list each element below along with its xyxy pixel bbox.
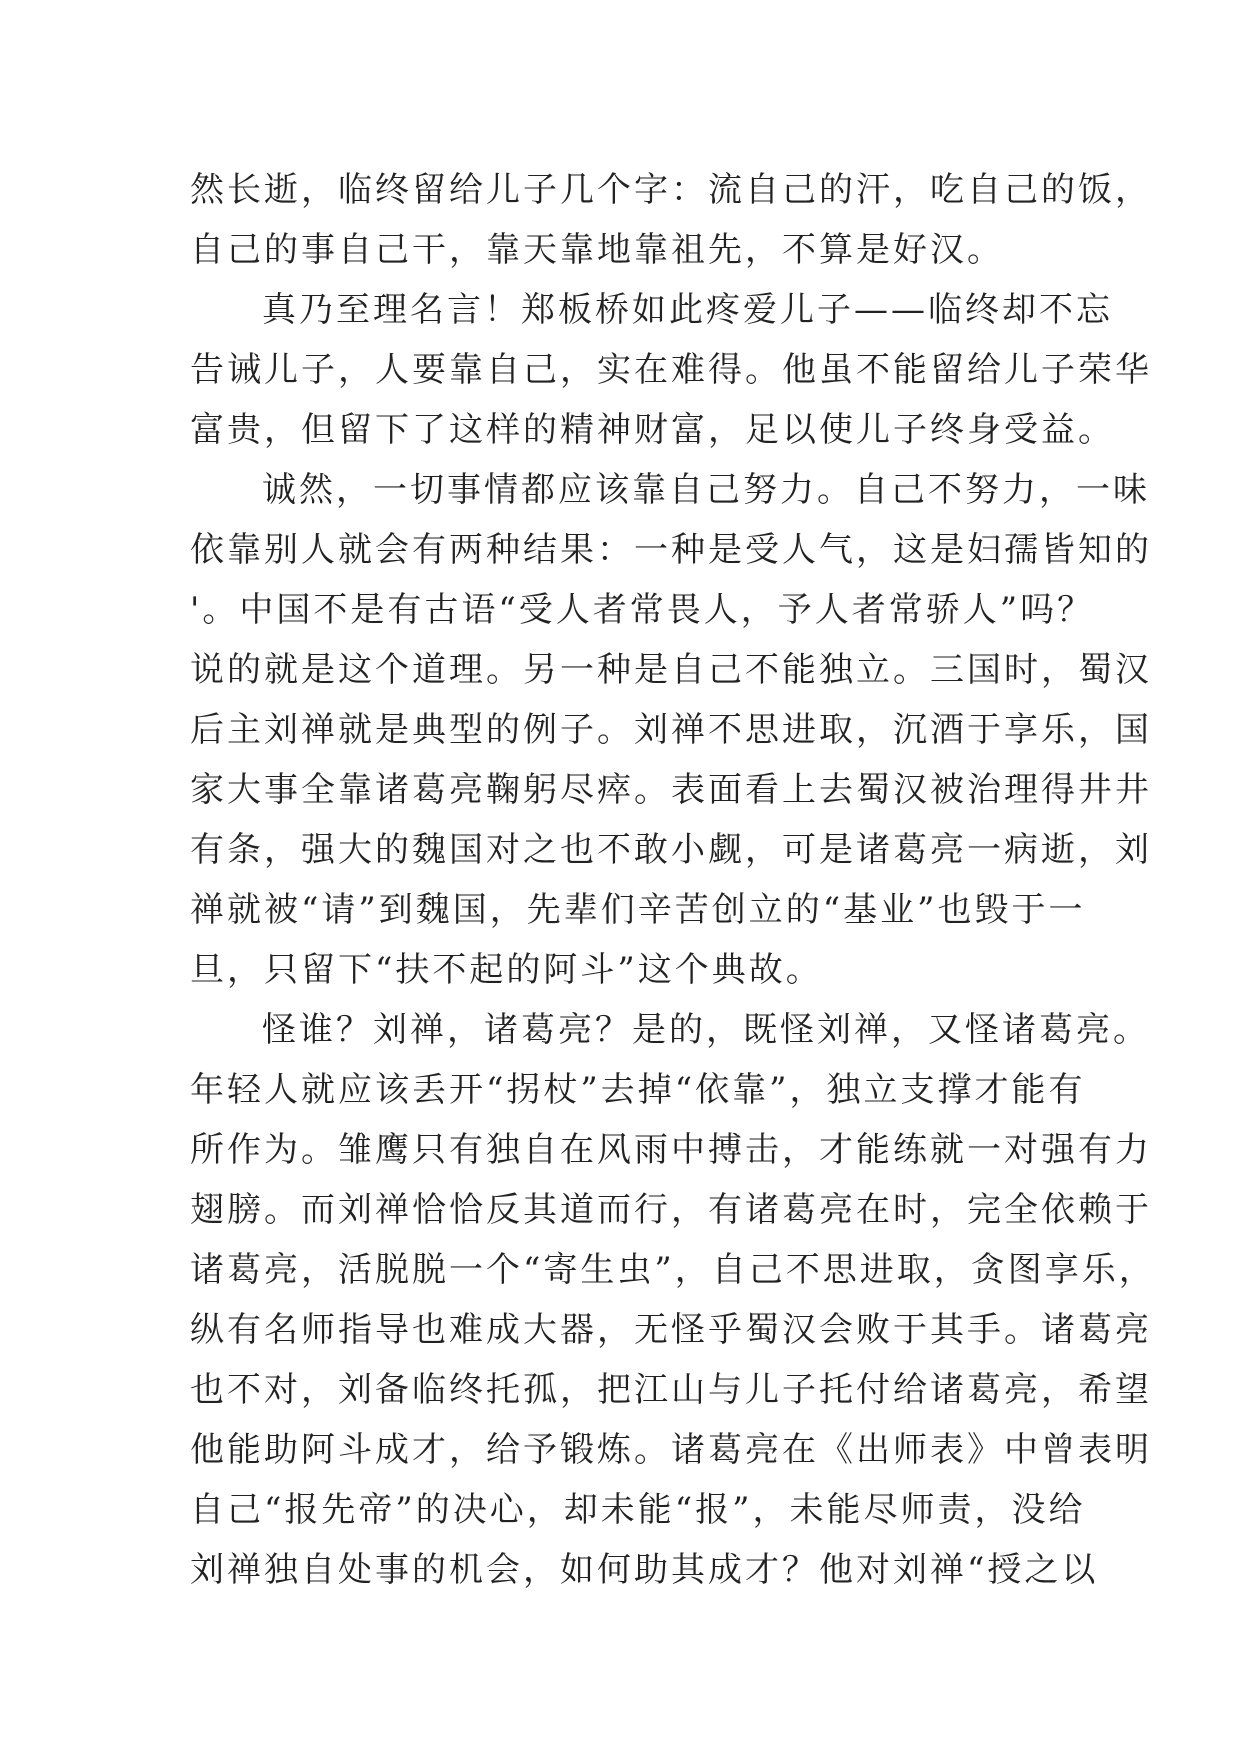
text-line: 诸葛亮，活脱脱一个“寄生虫”，自己不思进取，贪图享乐， [190,1250,1156,1290]
text-line: 然长逝，临终留给儿子几个字：流自己的汗，吃自己的饭， [190,170,1152,210]
text-line: '。中国不是有古语“受人者常畏人，予人者常骄人”吗？ [190,590,1095,630]
text-line: 依靠别人就会有两种结果：一种是受人气，这是妇孺皆知的 [190,530,1152,570]
text-line: 禅就被“请”到魏国，先辈们辛苦创立的“基业”也毁于一 [190,890,1086,930]
text-line: 家大事全靠诸葛亮鞠躬尽瘁。表面看上去蜀汉被治理得井井 [190,770,1152,810]
text-line: 富贵，但留下了这样的精神财富，足以使儿子终身受益。 [190,410,1115,450]
essay-body [190,160,1156,1600]
text-line: 说的就是这个道理。另一种是自己不能独立。三国时，蜀汉 [190,650,1152,690]
text-line: 自己的事自己干，靠天靠地靠祖先，不算是好汉。 [190,230,1004,270]
text-line: 年轻人就应该丢开“拐杖”去掉“依靠”，独立支撑才能有 [190,1070,1086,1110]
text-line: 纵有名师指导也难成大器，无怪乎蜀汉会败于其手。诸葛亮 [190,1310,1152,1350]
paragraph-start-line: 怪谁？刘禅，诸葛亮？是的，既怪刘禅，又怪诸葛亮。 [262,1010,1150,1050]
text-line: 他能助阿斗成才，给予锻炼。诸葛亮在《出师表》中曾表明 [190,1430,1152,1470]
text-line: 告诫儿子，人要靠自己，实在难得。他虽不能留给儿子荣华 [190,350,1152,390]
text-line: 有条，强大的魏国对之也不敢小觑，可是诸葛亮一病逝，刘 [190,830,1152,870]
text-line: 所作为。雏鹰只有独自在风雨中搏击，才能练就一对强有力 [190,1130,1152,1170]
text-line: 也不对，刘备临终托孤，把江山与儿子托付给诸葛亮，希望 [190,1370,1152,1410]
text-line: 后主刘禅就是典型的例子。刘禅不思进取，沉酒于享乐，国 [190,710,1152,750]
text-line: 翅膀。而刘禅恰恰反其道而行，有诸葛亮在时，完全依赖于 [190,1190,1152,1230]
text-line: 旦，只留下“扶不起的阿斗”这个典故。 [190,950,823,990]
paragraph-start-line: 诚然，一切事情都应该靠自己努力。自己不努力，一味 [262,470,1150,510]
text-line: 自己“报先帝”的决心，却未能“报”，未能尽师责，没给 [190,1490,1086,1530]
text-line: 刘禅独自处事的机会，如何助其成才？他对刘禅“授之以 [190,1550,1099,1590]
paragraph-start-line: 真乃至理名言！郑板桥如此疼爱儿子——临终却不忘 [262,290,1113,330]
